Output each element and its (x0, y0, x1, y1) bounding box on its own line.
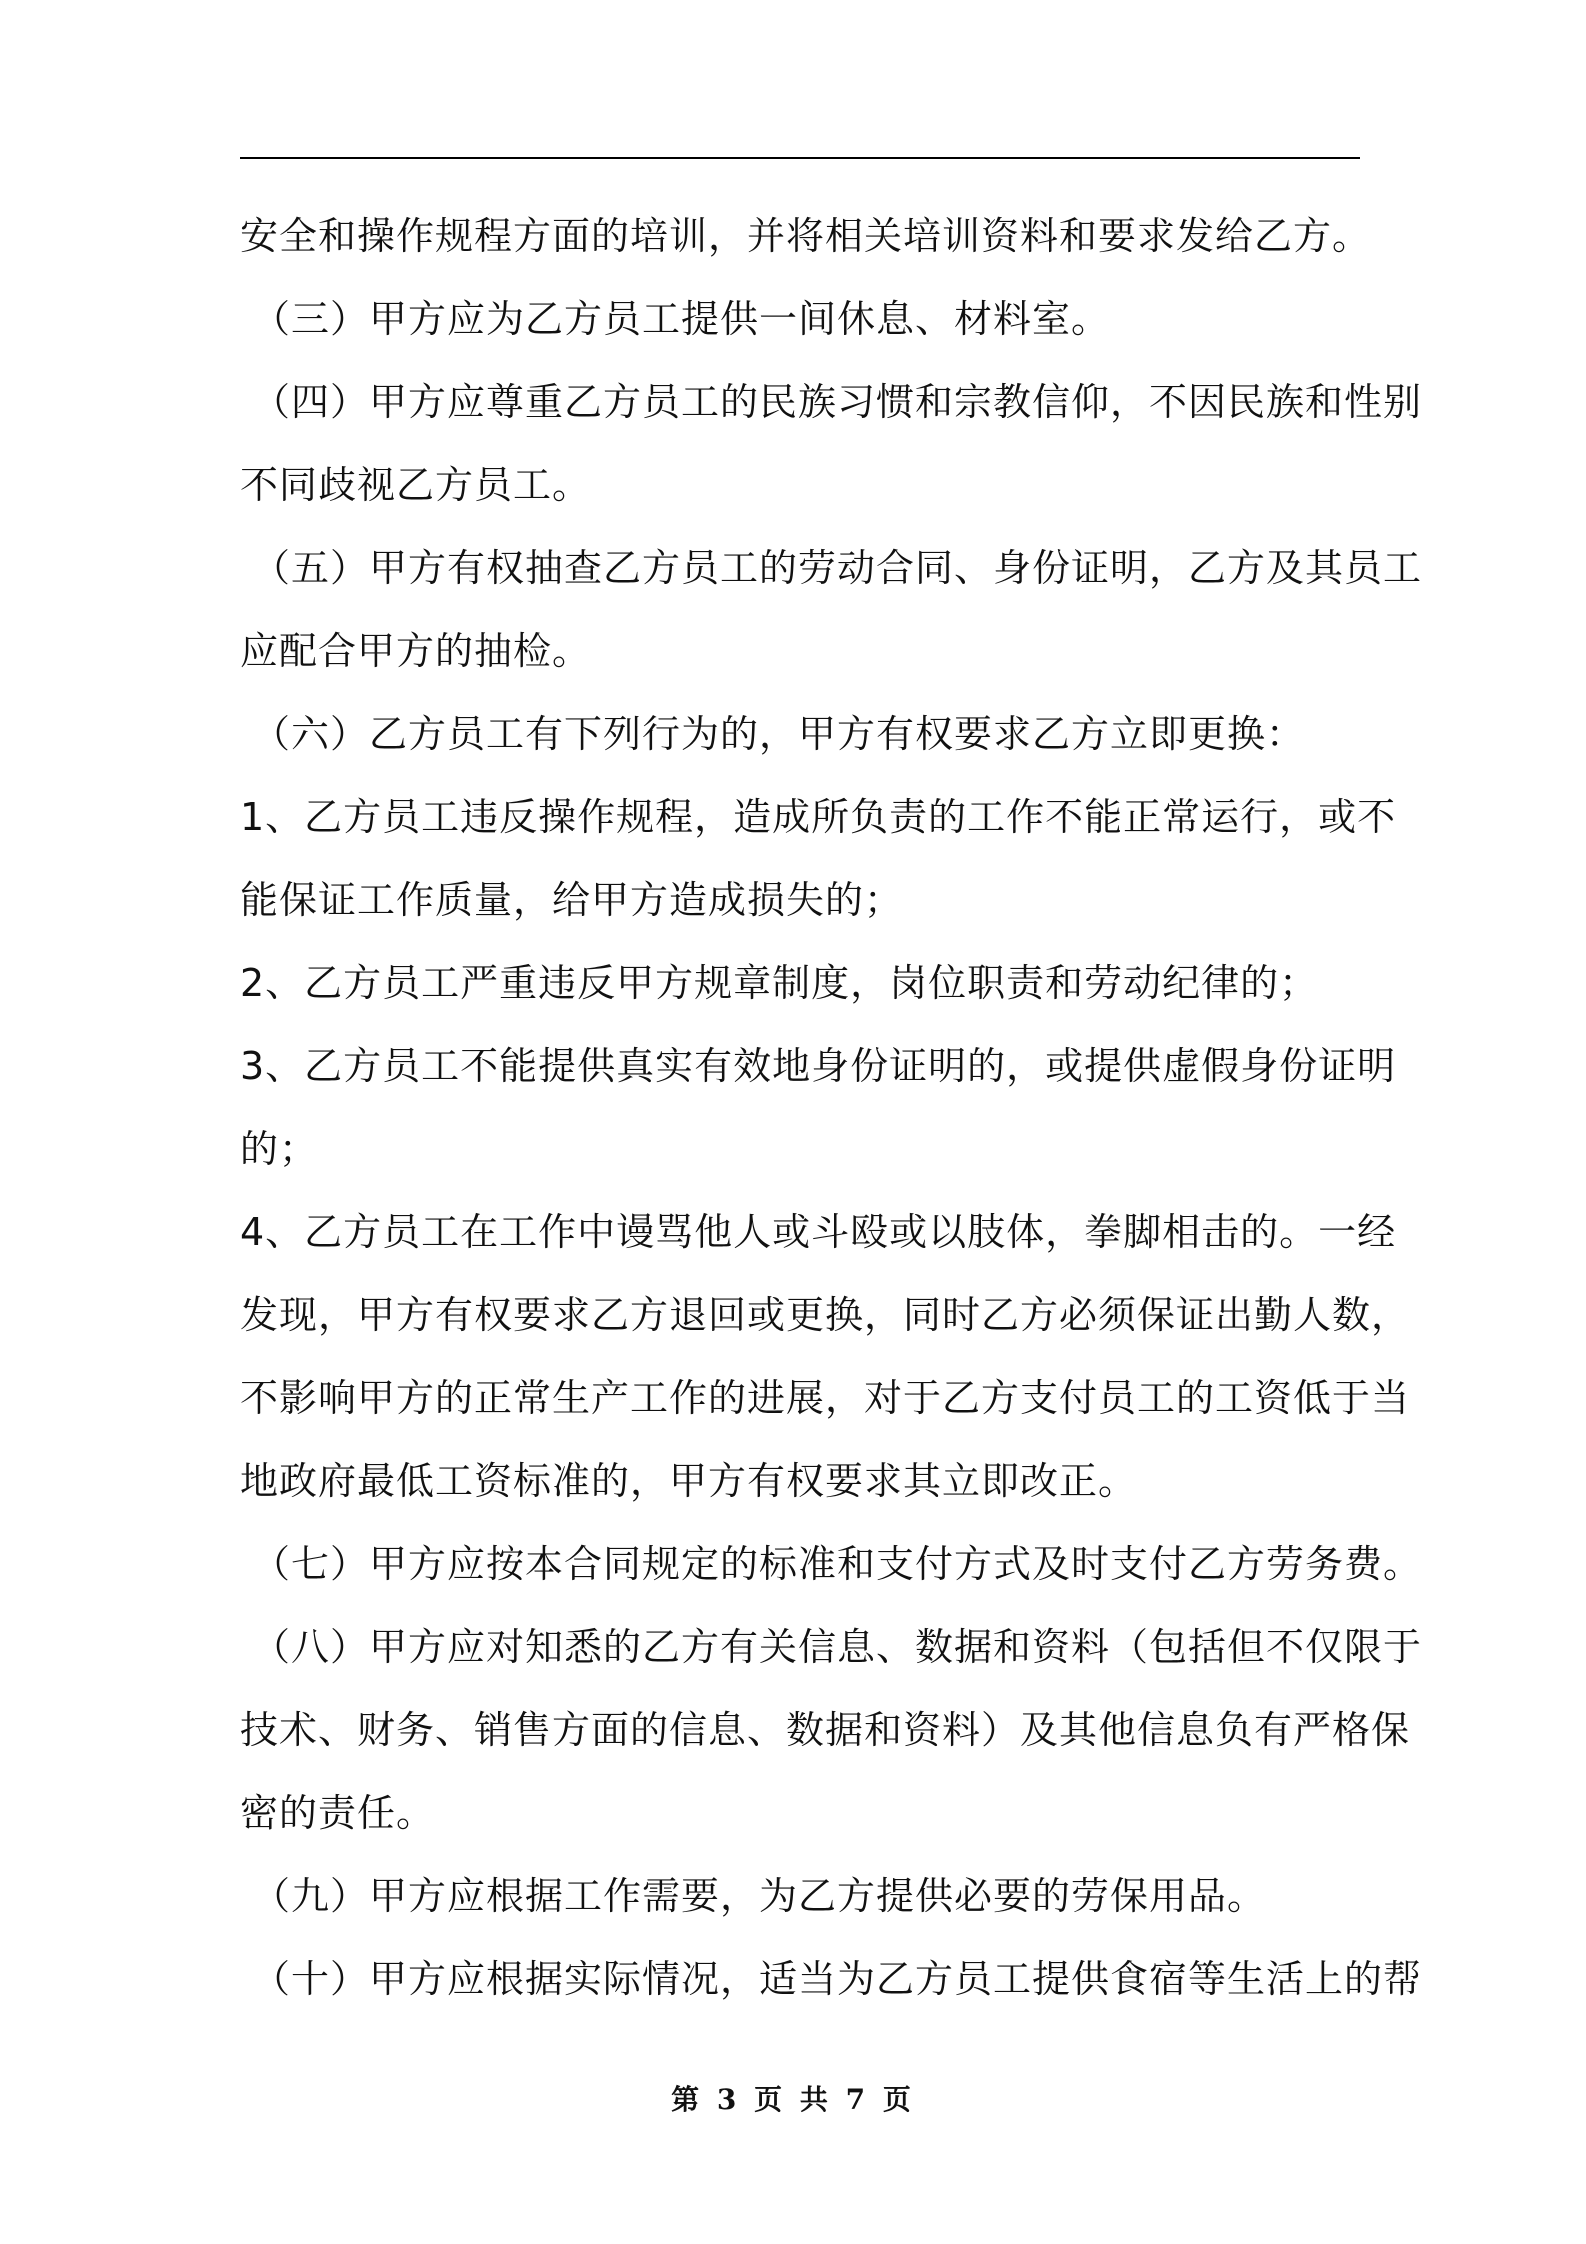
text-line: 安全和操作规程方面的培训，并将相关培训资料和要求发给乙方。 (240, 214, 1372, 258)
text-line: 地政府最低工资标准的，甲方有权要求其立即改正。 (240, 1459, 1138, 1503)
text-line: （三）甲方应为乙方员工提供一间休息、材料室。 (252, 297, 1111, 341)
text-line: （八）甲方应对知悉的乙方有关信息、数据和资料（包括但不仅限于 (252, 1625, 1423, 1669)
text-line: （九）甲方应根据工作需要，为乙方提供必要的劳保用品。 (252, 1874, 1267, 1918)
text-line: 应配合甲方的抽检。 (240, 629, 592, 673)
text-line: 4、乙方员工在工作中谩骂他人或斗殴或以肢体，拳脚相击的。一经 (240, 1210, 1397, 1254)
text-line: （五）甲方有权抽查乙方员工的劳动合同、身份证明，乙方及其员工 (252, 546, 1423, 590)
text-line: 不影响甲方的正常生产工作的进展，对于乙方支付员工的工资低于当 (240, 1376, 1411, 1420)
text-line: （十）甲方应根据实际情况，适当为乙方员工提供食宿等生活上的帮 (252, 1957, 1423, 2001)
text-line: 发现，甲方有权要求乙方退回或更换，同时乙方必须保证出勤人数， (240, 1293, 1411, 1337)
text-line: （六）乙方员工有下列行为的，甲方有权要求乙方立即更换： (252, 712, 1306, 756)
header-rule (240, 157, 1360, 159)
document-body (240, 195, 1423, 2021)
text-line: （七）甲方应按本合同规定的标准和支付方式及时支付乙方劳务费。 (252, 1542, 1423, 1586)
text-line: 3、乙方员工不能提供真实有效地身份证明的，或提供虚假身份证明 (240, 1044, 1397, 1088)
text-line: 能保证工作质量，给甲方造成损失的； (240, 878, 904, 922)
page-number: 第 3 页 共 7 页 (671, 2083, 915, 2116)
text-line: 1、乙方员工违反操作规程，造成所负责的工作不能正常运行，或不 (240, 795, 1397, 839)
text-line: 技术、财务、销售方面的信息、数据和资料）及其他信息负有严格保 (240, 1708, 1411, 1752)
text-line: 密的责任。 (240, 1791, 436, 1835)
text-line: （四）甲方应尊重乙方员工的民族习惯和宗教信仰，不因民族和性别 (252, 380, 1423, 424)
text-line: 2、乙方员工严重违反甲方规章制度，岗位职责和劳动纪律的； (240, 961, 1319, 1005)
text-line: 的； (240, 1127, 319, 1171)
text-line: 不同歧视乙方员工。 (240, 463, 592, 507)
